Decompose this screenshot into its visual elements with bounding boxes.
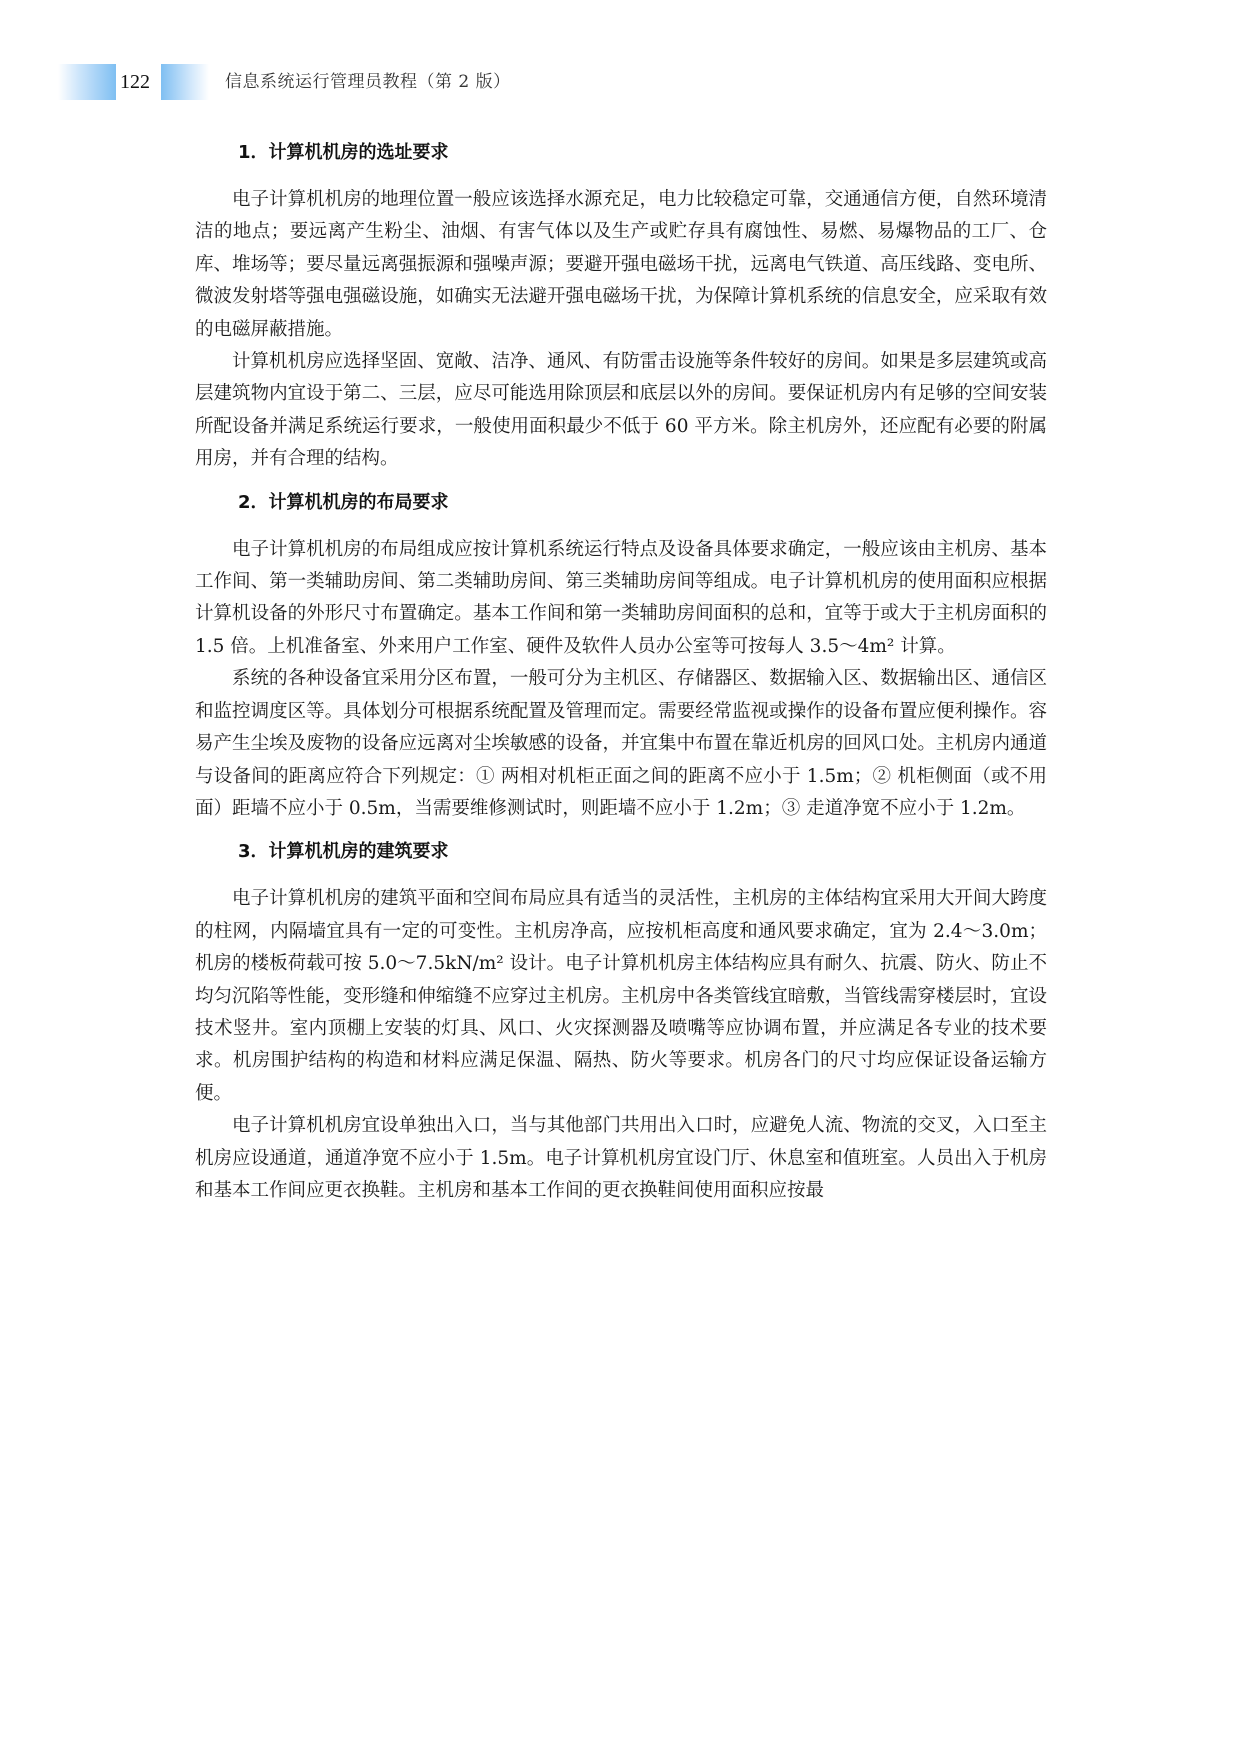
paragraph: 电子计算机机房的地理位置一般应该选择水源充足，电力比较稳定可靠，交通通信方便，自然环境清洁的地点；要远离产生粉尘、油烟、有害气体以及生产或贮存具有腐蚀性、易燃、易爆物品的工厂、仓库、堆场等；要尽量远离强振源和强噪声源；要避开强电磁场干扰，远离电气铁道、高压线路、变电所、微波发射塔等强电强磁设施，如确实无法避开强电磁场干扰，为保障计算机系统的信息安全，应采取有效的电磁屏蔽措施。 [195, 189, 1047, 340]
section-title: 2．计算机机房的布局要求 [238, 491, 449, 513]
page-number: 122 [120, 71, 150, 93]
header-color-bar-right [161, 64, 209, 100]
section-title: 3．计算机机房的建筑要求 [238, 841, 449, 863]
running-title: 信息系统运行管理员教程（第 2 版） [225, 72, 511, 92]
section-title: 1．计算机机房的选址要求 [238, 142, 449, 163]
section-site-selection [195, 138, 1047, 476]
header-color-bar-left [58, 64, 116, 100]
page-header [58, 64, 1058, 100]
section-layout [195, 488, 1047, 826]
paragraph: 电子计算机机房宜设单独出入口，当与其他部门共用出入口时，应避免人流、物流的交叉，入口至主机房应设通道，通道净宽不应小于 1.5m。电子计算机机房宜设门厅、休息室和值班室。人员出入于机房和基本工作间应更衣换鞋。主机房和基本工作间的更衣换鞋间使用面积应按最 [195, 1115, 1047, 1201]
paragraph: 计算机机房应选择坚固、宽敞、洁净、通风、有防雷击设施等条件较好的房间。如果是多层建筑或高层建筑物内宜设于第二、三层，应尽可能选用除顶层和底层以外的房间。要保证机房内有足够的空间安装所配设备并满足系统运行要求，一般使用面积最少不低于 60 平方米。除主机房外，还应配有必要的附属用房，并有合理的结构。 [195, 351, 1047, 470]
section-building [195, 837, 1047, 1207]
paragraph: 电子计算机机房的建筑平面和空间布局应具有适当的灵活性，主机房的主体结构宜采用大开间大跨度的柱网，内隔墙宜具有一定的可变性。主机房净高，应按机柜高度和通风要求确定，宜为 2.4～3.0m；机房的楼板荷载可按 5.0～7.5kN/m² 设计。电子计算机机房主体结构应具有耐久、抗震、防火、防止不均匀沉陷等性能，变形缝和伸缩缝不应穿过主机房。主机房中各类管线宜暗敷，当管线需穿楼层时，宜设技术竖井。室内顶棚上安装的灯具、风口、火灾探测器及喷嘴等应协调布置，并应满足各专业的技术要求。机房围护结构的构造和材料应满足保温、隔热、防火等要求。机房各门的尺寸均应保证设备运输方便。 [195, 888, 1047, 1104]
paragraph: 系统的各种设备宜采用分区布置，一般可分为主机区、存储器区、数据输入区、数据输出区、通信区和监控调度区等。具体划分可根据系统配置及管理而定。需要经常监视或操作的设备布置应便利操作。容易产生尘埃及废物的设备应远离对尘埃敏感的设备，并宜集中布置在靠近机房的回风口处。主机房内通道与设备间的距离应符合下列规定：① 两相对机柜正面之间的距离不应小于 1.5m；② 机柜侧面（或不用面）距墙不应小于 0.5m，当需要维修测试时，则距墙不应小于 1.2m；③ 走道净宽不应小于 1.2m。 [195, 668, 1047, 819]
paragraph: 电子计算机机房的布局组成应按计算机系统运行特点及设备具体要求确定，一般应该由主机房、基本工作间、第一类辅助房间、第二类辅助房间、第三类辅助房间等组成。电子计算机机房的使用面积应根据计算机设备的外形尺寸布置确定。基本工作间和第一类辅助房间面积的总和，宜等于或大于主机房面积的 1.5 倍。上机准备室、外来用户工作室、硬件及软件人员办公室等可按每人 3.5～4m² 计算。 [195, 538, 1047, 657]
page-content [195, 132, 1047, 1207]
